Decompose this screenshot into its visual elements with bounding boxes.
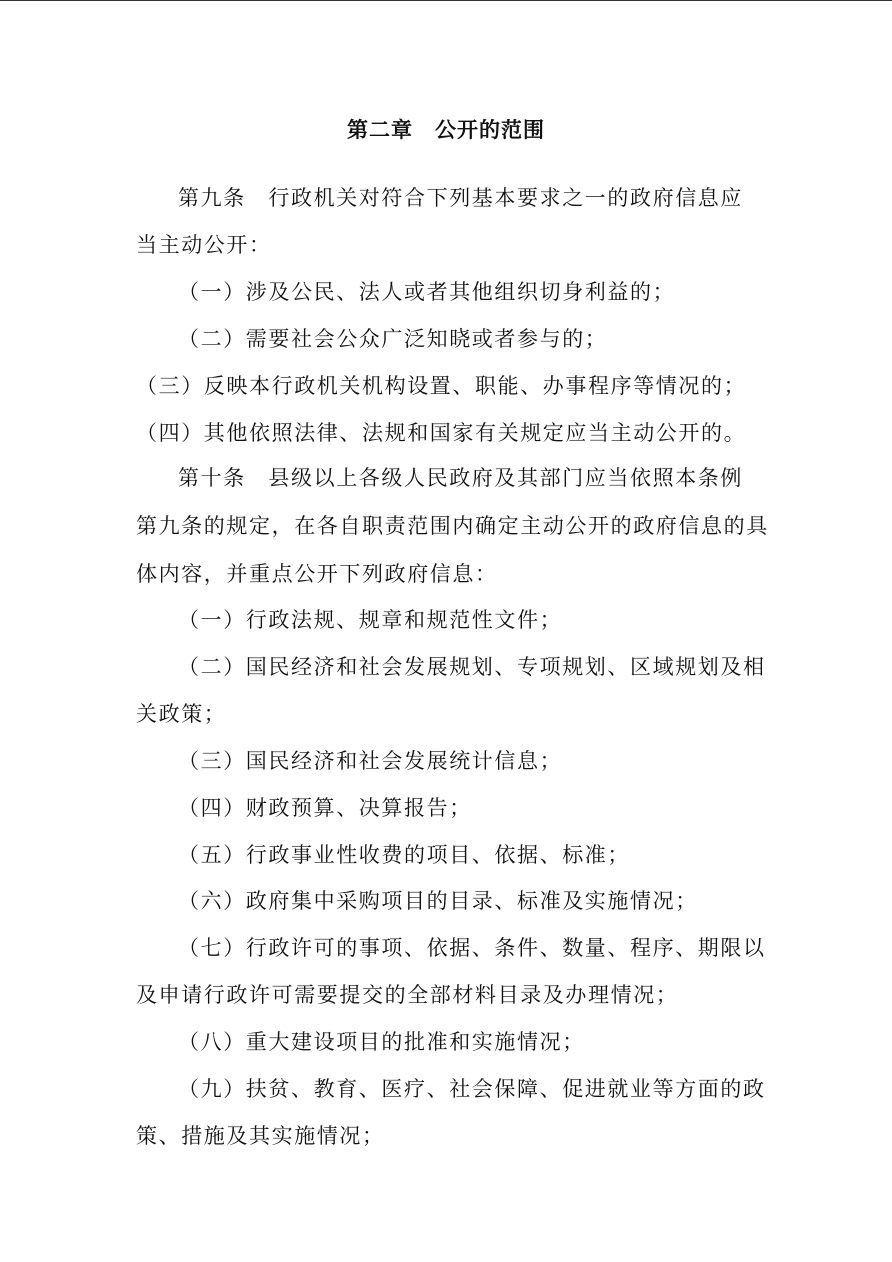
chapter-title: 第二章 公开的范围 [347,117,545,142]
article-10-item-7-line-1: （七）行政许可的事项、依据、条件、数量、程序、期限以 [178,936,766,960]
article-10-item-8: （八）重大建设项目的批准和实施情况； [178,1030,585,1054]
article-10-line-2: 第九条的规定，在各自职责范围内确定主动公开的政府信息的具 [136,514,769,538]
article-10-item-7-line-2: 及申请行政许可需要提交的全部材料目录及办理情况； [136,983,679,1007]
article-9-item-4: （四）其他依照法律、法规和国家有关规定应当主动公开的。 [136,421,747,445]
article-10-line-3: 体内容，并重点公开下列政府信息： [136,562,498,586]
article-9-line-2: 当主动公开： [136,233,272,257]
article-10-item-9-line-1: （九）扶贫、教育、医疗、社会保障、促进就业等方面的政 [178,1077,766,1101]
article-10-item-2-line-1: （二）国民经济和社会发展规划、专项规划、区域规划及相 [178,655,766,679]
article-9-item-2: （二）需要社会公众广泛知晓或者参与的； [178,327,608,351]
article-10-item-3: （三）国民经济和社会发展统计信息； [178,749,563,773]
article-9-item-1: （一）涉及公民、法人或者其他组织切身利益的； [178,280,676,304]
article-10-item-9-line-2: 策、措施及其实施情况； [136,1124,385,1148]
article-10-line-1: 第十条 县级以上各级人民政府及其部门应当依照本条例 [178,466,743,490]
article-10-item-4: （四）财政预算、决算报告； [178,796,472,820]
article-9-item-3: （三）反映本行政机关机构设置、职能、办事程序等情况的； [136,374,747,398]
article-9-line-1: 第九条 行政机关对符合下列基本要求之一的政府信息应 [178,186,743,210]
article-10-item-2-line-2: 关政策； [136,702,227,726]
article-10-item-1: （一）行政法规、规章和规范性文件； [178,608,563,632]
article-10-item-5: （五）行政事业性收费的项目、依据、标准； [178,843,630,867]
article-10-item-6: （六）政府集中采购项目的目录、标准及实施情况； [178,889,698,913]
